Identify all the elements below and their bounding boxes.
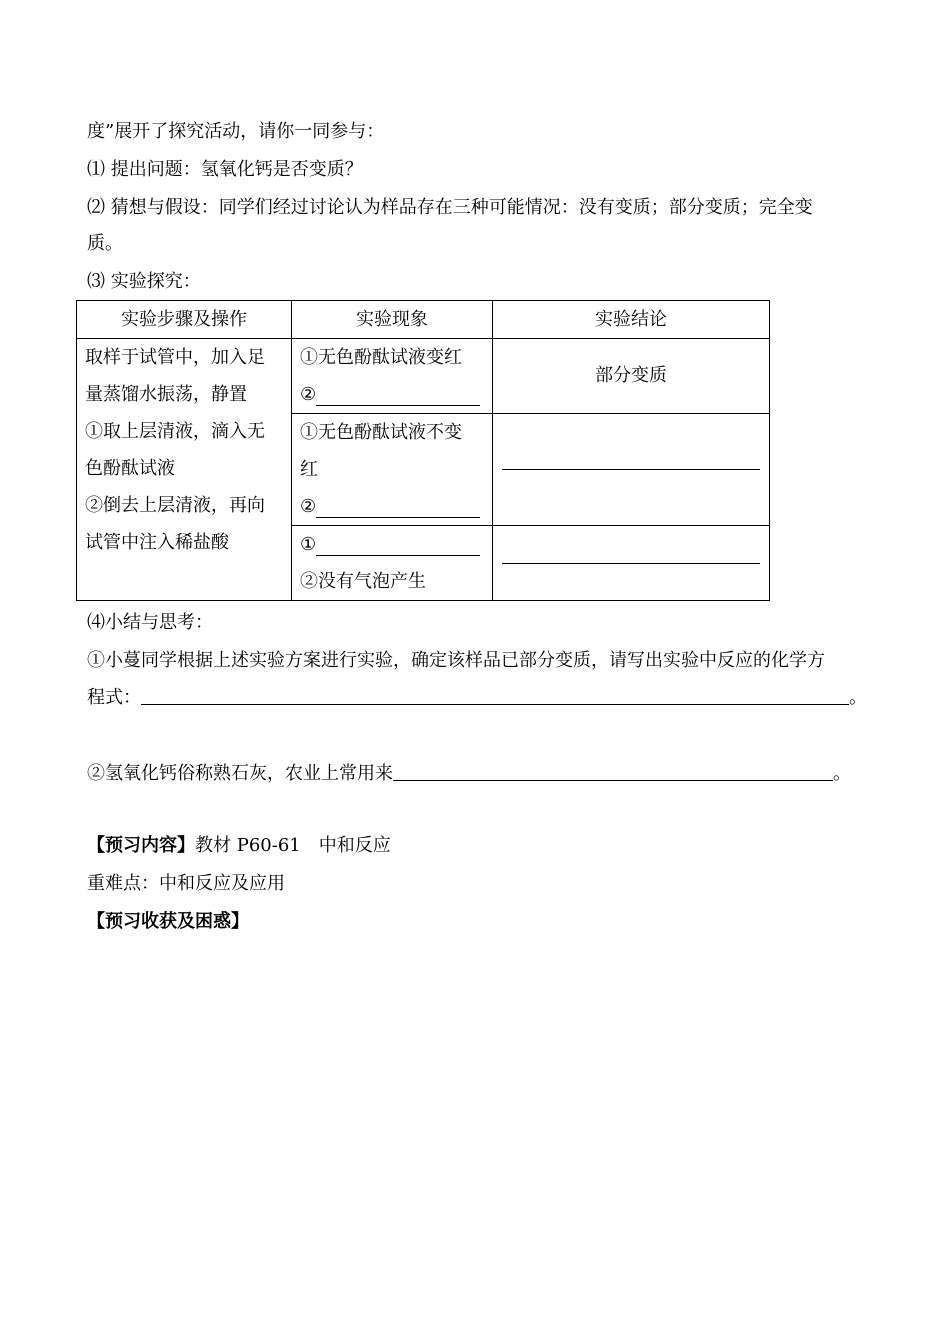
question-2-line-1: ⑵ 猜想与假设：同学们经过讨论认为样品存在三种可能情况：没有变质；部分变质；完全变 xyxy=(87,197,813,218)
row1-observation-cell xyxy=(292,339,493,414)
intro-line: 度”展开了探究活动，请你一同参与： xyxy=(87,121,385,142)
table-row xyxy=(77,339,770,414)
preview-heading: 【预习内容】 xyxy=(87,835,195,856)
preview-content xyxy=(87,834,391,858)
question-2-line-2: 质。 xyxy=(87,233,123,254)
row3-observation-cell xyxy=(292,526,493,601)
row1-observation-1: ①无色酚酞试液变红 xyxy=(300,347,462,368)
header-steps: 实验步骤及操作 xyxy=(77,301,292,339)
row3-conclusion-cell xyxy=(493,526,770,601)
key-points: 重难点：中和反应及应用 xyxy=(87,873,285,894)
question-4: ⑷小结与思考： xyxy=(87,612,213,633)
row3-observation-2: ②没有气泡产生 xyxy=(300,571,426,592)
row3-conclusion-blank[interactable] xyxy=(502,563,760,564)
step-line: 色酚酞试液 xyxy=(85,458,175,479)
preview-text: 教材 P60-61 中和反应 xyxy=(195,835,391,856)
row3-observation-1-blank[interactable] xyxy=(316,537,480,556)
step-line: ②倒去上层清液，再向 xyxy=(85,495,265,516)
question-4-1-line-2: 程式： 。 xyxy=(87,687,867,708)
equation-blank[interactable] xyxy=(141,686,849,705)
row2-observation-1b: 红 xyxy=(300,459,318,480)
question-3: ⑶ 实验探究： xyxy=(87,271,201,292)
header-phenomena: 实验现象 xyxy=(292,301,493,339)
usage-blank[interactable] xyxy=(393,762,833,781)
header-conclusion: 实验结论 xyxy=(493,301,770,339)
row3-observation-1: ① xyxy=(300,526,484,563)
question-4-1-line-1: ①小蔓同学根据上述实验方案进行实验，确定该样品已部分变质，请写出实验中反应的化学方 xyxy=(87,650,825,671)
table-header-row xyxy=(77,301,770,339)
row1-observation-2: ② xyxy=(300,376,484,413)
row1-observation-2-blank[interactable] xyxy=(316,387,480,406)
step-line: 试管中注入稀盐酸 xyxy=(85,532,229,553)
step-line: 量蒸馏水振荡，静置 xyxy=(85,384,247,405)
row2-observation-2-blank[interactable] xyxy=(316,499,480,518)
experiment-table xyxy=(76,300,770,601)
row2-observation-1a: ①无色酚酞试液不变 xyxy=(300,422,462,443)
steps-cell xyxy=(77,339,292,601)
row2-observation-2: ② xyxy=(300,488,484,525)
row2-conclusion-cell xyxy=(493,414,770,526)
row1-conclusion: 部分变质 xyxy=(493,339,770,414)
question-4-2: ②氢氧化钙俗称熟石灰，农业上常用来 。 xyxy=(87,763,851,784)
step-line: ①取上层清液，滴入无 xyxy=(85,421,265,442)
step-line: 取样于试管中，加入足 xyxy=(85,347,265,368)
question-1: ⑴ 提出问题：氢氧化钙是否变质？ xyxy=(87,159,363,180)
row2-observation-cell xyxy=(292,414,493,526)
harvest-heading: 【预习收获及困惑】 xyxy=(87,911,249,932)
row2-conclusion-blank[interactable] xyxy=(502,469,760,470)
